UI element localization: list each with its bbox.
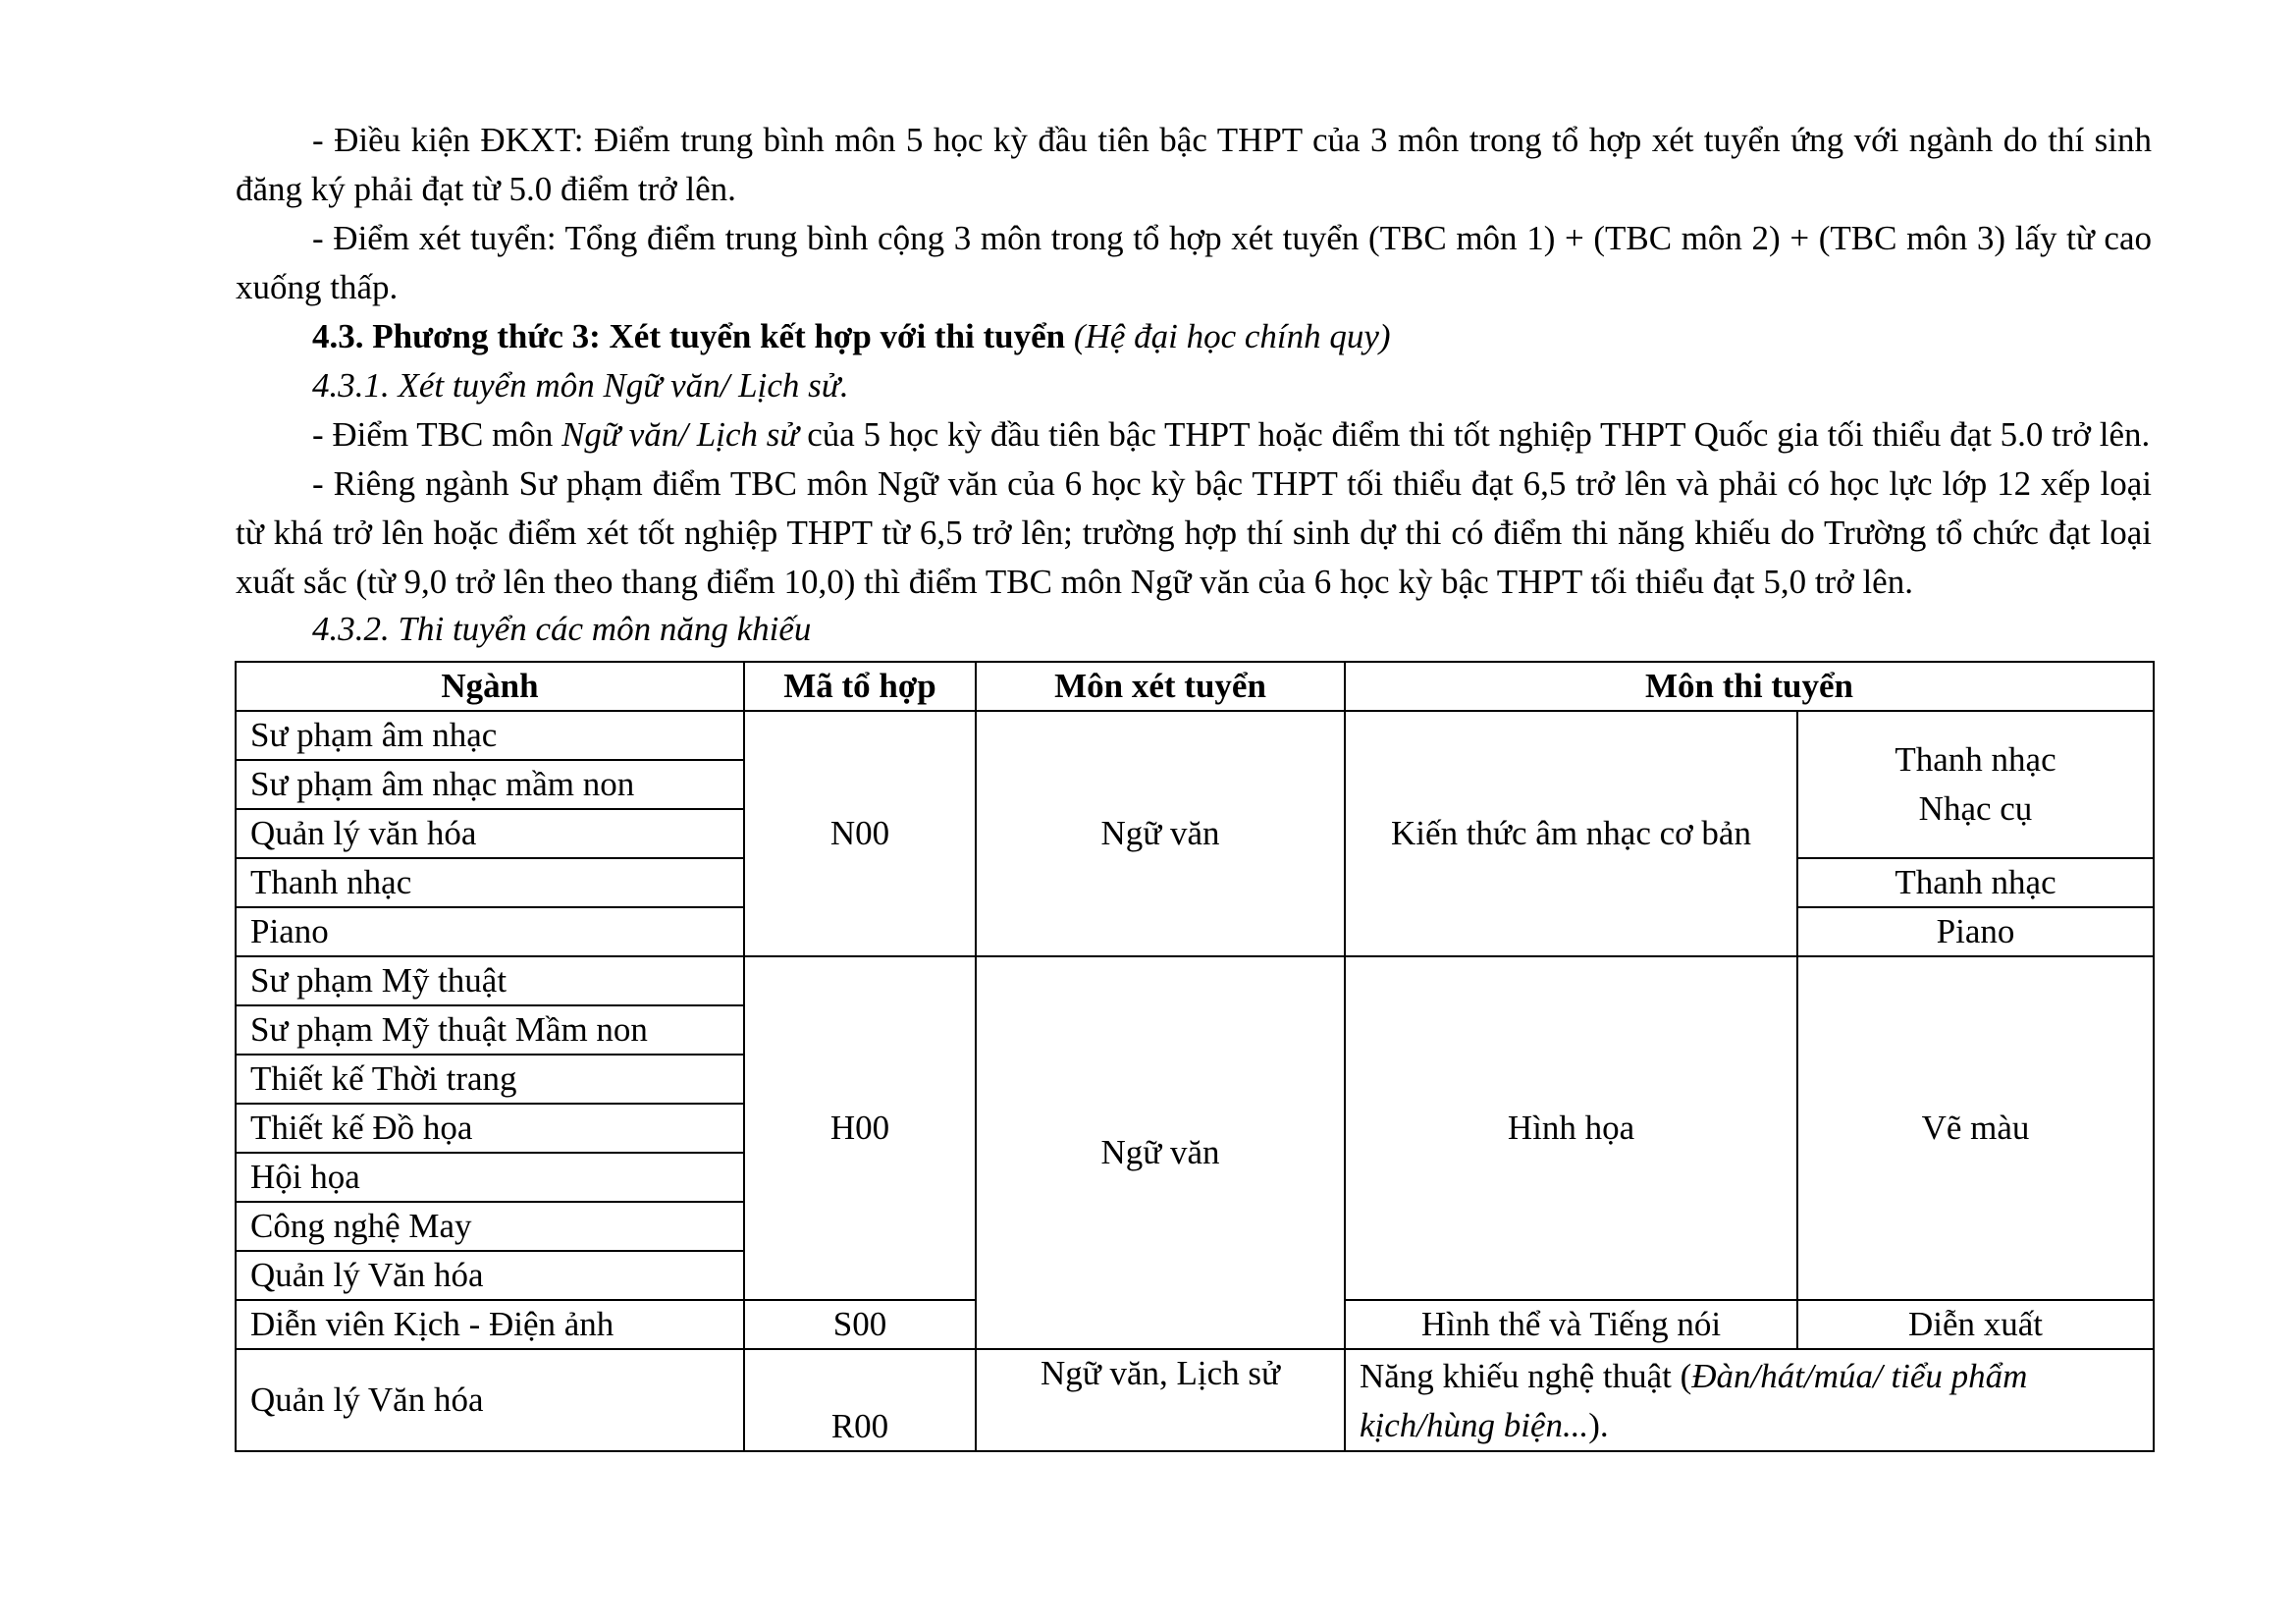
document-page [236,116,2152,652]
exam1-cell-h00: Hình họa [1345,956,1797,1300]
header-mon-thi-tuyen: Môn thi tuyển [1345,662,2154,711]
exam2-cell-n00-b: Thanh nhạc [1797,858,2154,907]
code-cell-r00: R00 [744,1349,976,1451]
code-cell-n00: N00 [744,711,976,956]
exam2-cell-n00-c: Piano [1797,907,2154,956]
exam-r00-italic: Đàn/hát/múa/ tiểu phẩm kịch/hùng biện... [1360,1357,2028,1444]
major-cell: Thiết kế Đồ họa [236,1104,744,1153]
table-header-row [236,662,2154,711]
major-cell: Quản lý Văn hóa [236,1349,744,1451]
heading-4-3-1: 4.3.1. Xét tuyển môn Ngữ văn/ Lịch sử. [312,366,849,405]
exam-cell-r00 [1345,1349,2154,1451]
exam2-cell-h00: Vẽ màu [1797,956,2154,1300]
header-nganh: Ngành [236,662,744,711]
exam1-cell-n00: Kiến thức âm nhạc cơ bản [1345,711,1797,956]
heading-4-3 [236,312,2152,361]
paragraph-diem-tbc-a: - Điểm TBC môn [312,415,554,454]
table-row [236,1349,2154,1451]
exam1-cell-s00: Hình thể và Tiếng nói [1345,1300,1797,1349]
subject-cell-n00: Ngữ văn [976,711,1345,956]
heading-4-3-italic: (Hệ đại học chính quy) [1073,317,1391,355]
major-cell: Thanh nhạc [236,858,744,907]
exam-r00-prefix: Năng khiếu nghệ thuật ( [1360,1357,1692,1395]
major-cell: Hội họa [236,1153,744,1202]
paragraph-diem-tbc-italic: Ngữ văn/ Lịch sử [561,415,799,454]
admissions-table [235,661,2155,1452]
exam2-cell-s00: Diễn xuất [1797,1300,2154,1349]
header-mon-xet-tuyen: Môn xét tuyển [976,662,1345,711]
table-row [236,711,2154,760]
subject-cell-h00: Ngữ văn [976,956,1345,1349]
heading-4-3-2: 4.3.2. Thi tuyển các môn năng khiếu [312,610,812,648]
paragraph-diem-xet-tuyen: - Điểm xét tuyển: Tổng điểm trung bình cộng 3 môn trong tổ hợp xét tuyển (TBC môn 1) + (TBC môn 2) + (TBC môn 3) lấy từ cao xuống thấp. [236,219,2152,306]
major-cell: Sư phạm âm nhạc mầm non [236,760,744,809]
code-cell-h00: H00 [744,956,976,1300]
paragraph-diem-tbc-b: của 5 học kỳ đầu tiên bậc THPT hoặc điểm thi tốt nghiệp THPT Quốc gia tối thiểu đạt 5.0 trở lên. [807,415,2151,454]
paragraph-su-pham: - Riêng ngành Sư phạm điểm TBC môn Ngữ văn của 6 học kỳ bậc THPT tối thiểu đạt 6,5 trở lên và phải có học lực lớp 12 xếp loại từ khá trở lên hoặc điểm xét tốt nghiệp THPT từ 6,5 trở lên; trường hợp thí sinh dự thi có điểm thi năng khiếu do Trường tổ chức đạt loại xuất sắc (từ 9,0 trở lên theo thang điểm 10,0) thì điểm TBC môn Ngữ văn của 6 học kỳ bậc THPT tối thiểu đạt 5,0 trở lên. [236,464,2152,601]
heading-4-3-bold: 4.3. Phương thức 3: Xét tuyển kết hợp với thi tuyển [312,317,1066,355]
major-cell: Quản lý văn hóa [236,809,744,858]
major-cell: Quản lý Văn hóa [236,1251,744,1300]
exam2-line-thanh-nhac: Thanh nhạc [1895,740,2056,779]
paragraph-diem-tbc [236,410,2152,460]
subject-cell-r00: Ngữ văn, Lịch sử [976,1349,1345,1451]
major-cell: Diễn viên Kịch - Điện ảnh [236,1300,744,1349]
code-cell-s00: S00 [744,1300,976,1349]
major-cell: Thiết kế Thời trang [236,1055,744,1104]
major-cell: Sư phạm Mỹ thuật [236,956,744,1005]
exam2-cell-n00-a [1797,711,2154,858]
major-cell: Piano [236,907,744,956]
table-row [236,956,2154,1005]
major-cell: Sư phạm Mỹ thuật Mầm non [236,1005,744,1055]
major-cell: Sư phạm âm nhạc [236,711,744,760]
exam-r00-suffix: ). [1588,1406,1609,1444]
exam2-line-nhac-cu: Nhạc cụ [1918,789,2033,828]
paragraph-dkxt: - Điều kiện ĐKXT: Điểm trung bình môn 5 học kỳ đầu tiên bậc THPT của 3 môn trong tổ hợp xét tuyển ứng với ngành do thí sinh đăng ký phải đạt từ 5.0 điểm trở lên. [236,121,2152,208]
major-cell: Công nghệ May [236,1202,744,1251]
header-ma-to-hop: Mã tổ hợp [744,662,976,711]
